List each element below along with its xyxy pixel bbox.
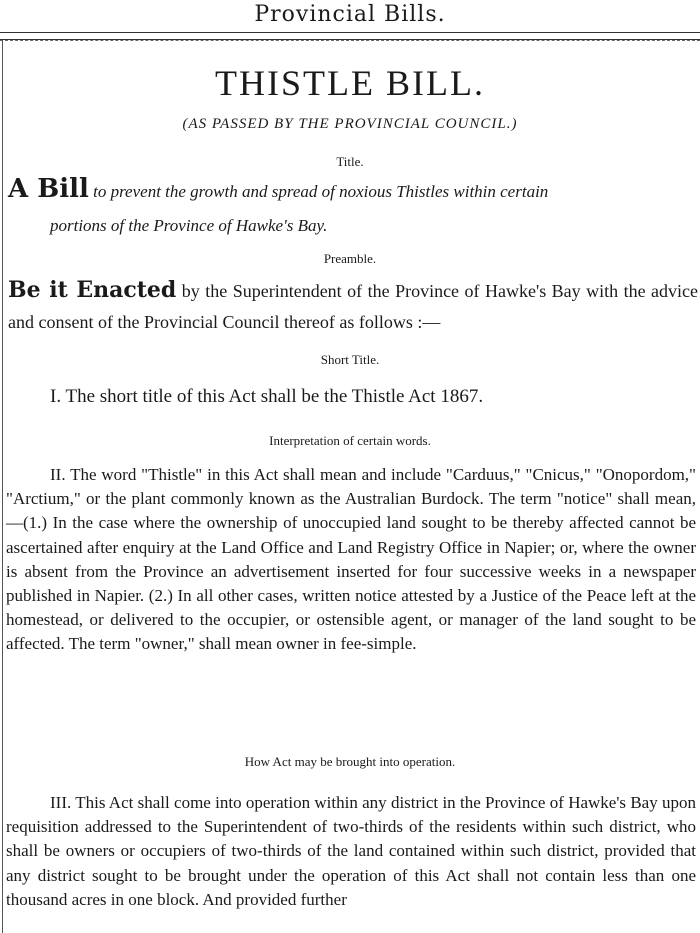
preamble-heading: Preamble. — [323, 251, 377, 266]
section-one: I. The short title of this Act shall be the Thistle Act 1867. — [50, 386, 484, 407]
short-title-heading: Short Title. — [320, 352, 380, 367]
operation-heading: How Act may be brought into operation. — [244, 754, 456, 769]
left-margin-rule — [2, 40, 3, 933]
preamble-text — [8, 275, 698, 338]
interpretation-heading: Interpretation of certain words. — [269, 433, 431, 448]
section-three: III. This Act shall come into operation within any district in the Province of Hawke's Bay upon requisition addressed to the Superintendent of two-thirds of the residents within such district, who shall be owners or occupiers of two-thirds of the land contained within such district, provided that any district sought to be brought under the operation of this Act shall not contain less than one thousand acres in one block. And provided further — [6, 793, 696, 909]
bill-title: THISTLE BILL. — [215, 63, 485, 103]
header-rule — [0, 32, 700, 40]
preamble-lead: Be it Enacted — [8, 277, 177, 303]
preamble-body: by the Superintendent of the Province of Hawke's Bay with the advice and consent of the Provincial Council thereof as follows :— — [8, 281, 699, 332]
long-title — [8, 172, 696, 243]
section-two: II. The word "Thistle" in this Act shall mean and include "Carduus," "Cnicus," "Onopordom," "Arctium," or the plant commonly known as the Australian Burdock. The term "notice" shall mean,—(1.) In the case where the ownership of unoccupied land sought to be thereby affected cannot be ascertained after enquiry at the Land Office and Land Registry Office in Napier; or, where the owner is absent from the Province an advertisement inserted for four successive weeks in a newspaper published in Napier. (2.) In all other cases, written notice attested by a Justice of the Peace left at the homestead, or delivered to the occupier, or ostensible agent, or manager of the land sought to be affected. The term "owner," shall mean owner in fee-simple. — [6, 465, 696, 654]
running-head: Provincial Bills. — [254, 2, 446, 27]
long-title-continuation: portions of the Province of Hawke's Bay. — [50, 216, 328, 235]
header-rule-dashed — [0, 40, 700, 41]
long-title-lead: A Bill — [8, 174, 89, 204]
bill-subtitle: (AS PASSED BY THE PROVINCIAL COUNCIL.) — [182, 116, 518, 132]
title-heading: Title. — [336, 154, 364, 169]
long-title-text: to prevent the growth and spread of noxious Thistles within certain — [88, 182, 549, 201]
